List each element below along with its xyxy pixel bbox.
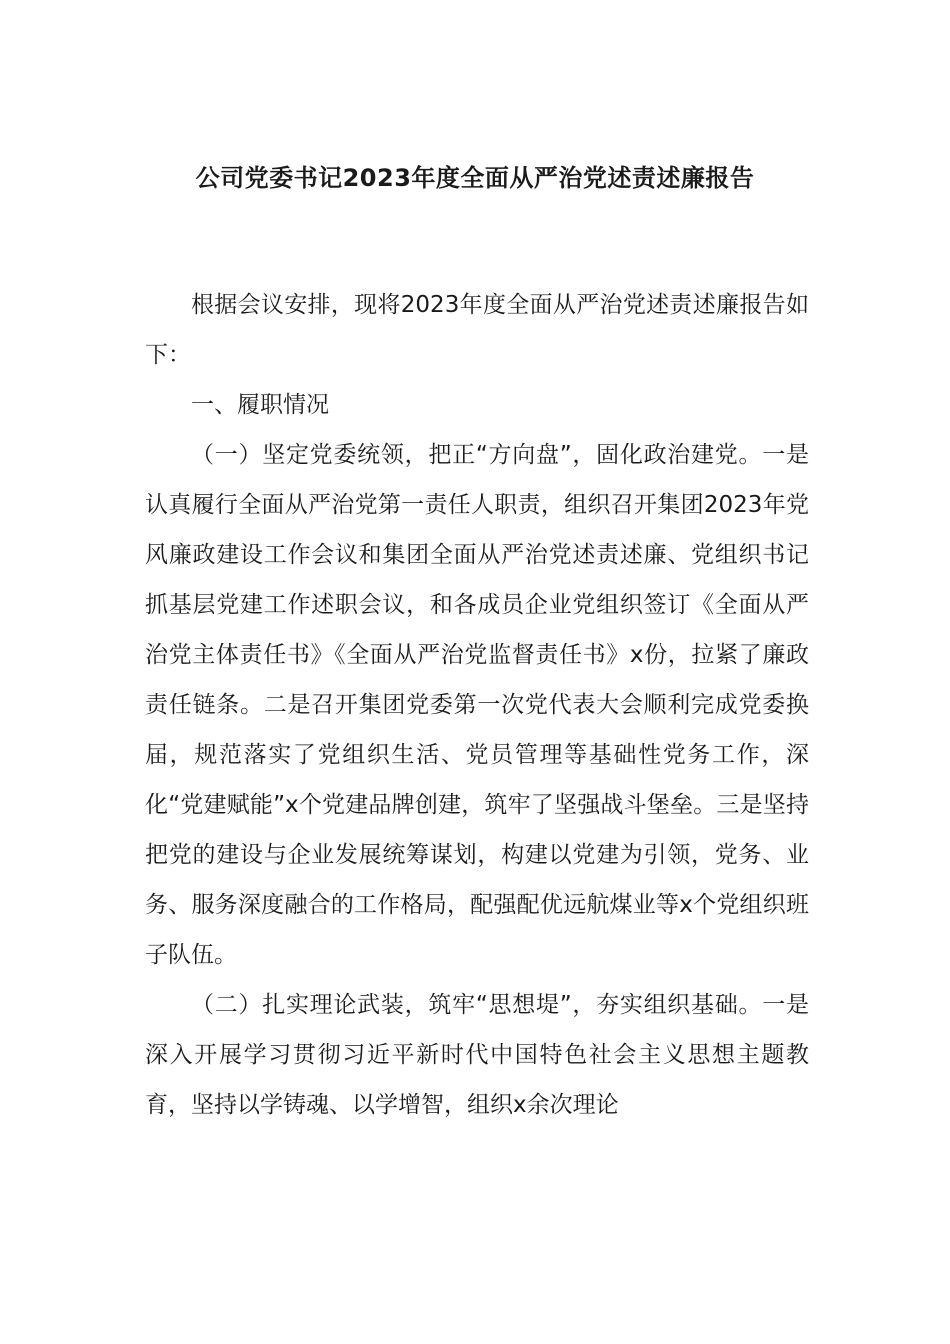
document-body <box>145 280 809 1130</box>
body-paragraph: （一）坚定党委统领，把正“方向盘”，固化政治建党。一是认真履行全面从严治党第一责任人职责，组织召开集团2023年党风廉政建设工作会议和集团全面从严治党述责述廉、党组织书记抓基层党建工作述职会议，和各成员企业党组织签订《全面从严治党主体责任书》《全面从严治党监督责任书》x份，拉紧了廉政责任链条。二是召开集团党委第一次党代表大会顺利完成党委换届，规范落实了党组织生活、党员管理等基础性党务工作，深化“党建赋能”x个党建品牌创建，筑牢了坚强战斗堡垒。三是坚持把党的建设与企业发展统筹谋划，构建以党建为引领，党务、业务、服务深度融合的工作格局，配强配优远航煤业等x个党组织班子队伍。 <box>145 442 809 968</box>
body-paragraph: （二）扎实理论武装，筑牢“思想堤”，夯实组织基础。一是深入开展学习贯彻习近平新时代中国特色社会主义思想主题教育，坚持以学铸魂、以学增智，组织x余次理论 <box>145 992 809 1118</box>
section-heading: 一、履职情况 <box>191 392 329 418</box>
intro-paragraph: 根据会议安排，现将2023年度全面从严治党述责述廉报告如下： <box>145 292 809 368</box>
document-title: 公司党委书记2023年度全面从严治党述责述廉报告 <box>195 164 755 192</box>
